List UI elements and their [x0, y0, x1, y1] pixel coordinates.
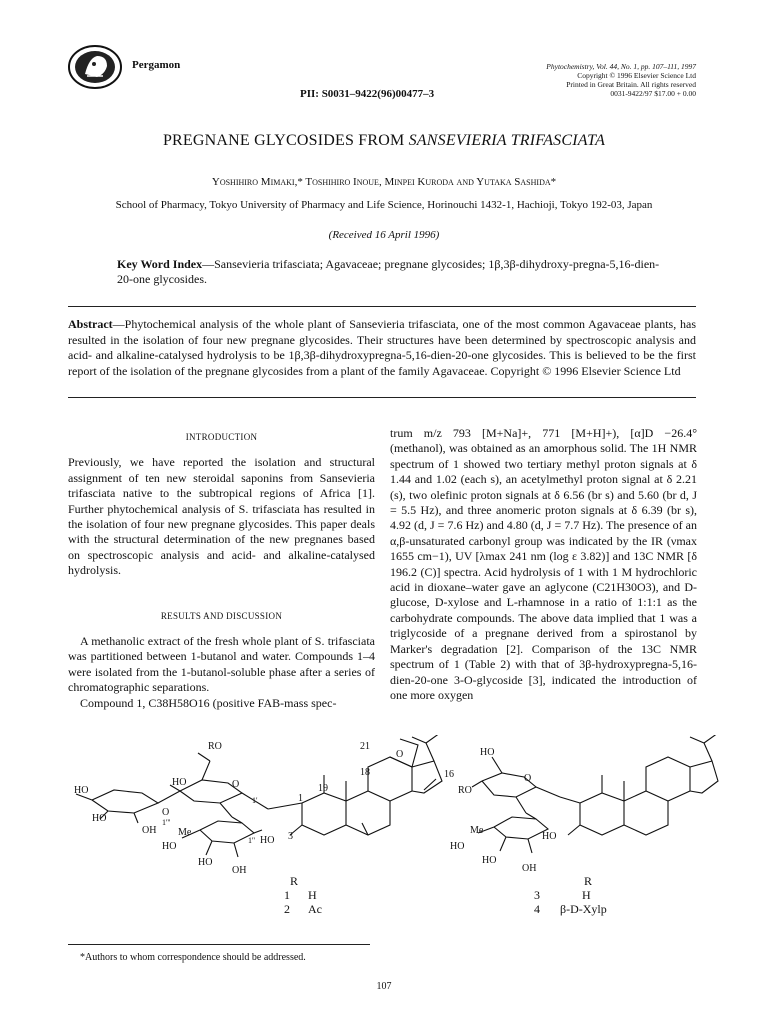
pii-identifier: PII: S0031–9422(96)00477–3 — [300, 88, 435, 100]
label-c16: 16 — [444, 769, 454, 780]
label-ho-9: HO — [482, 855, 497, 866]
correspondence-footnote: *Authors to whom correspondence should be addressed. — [80, 952, 306, 963]
label-c18: 18 — [360, 767, 370, 778]
right-column — [390, 426, 697, 703]
label-ho-8: HO — [450, 841, 465, 852]
label-o-3: O — [524, 773, 532, 784]
left-column — [68, 430, 375, 711]
label-c3: 3 — [288, 831, 293, 842]
label-c21: 21 — [360, 741, 370, 752]
label-ho-3: HO — [172, 777, 187, 788]
keyword-label: Key Word Index — [117, 257, 203, 271]
compound-1-r: H — [308, 888, 317, 902]
introduction-paragraph: Previously, we have reported the isolation and structural assignment of ten new steroidal saponins from Sansevieria trifasciata native to the subtropical regions of Africa [1]. Further phytochemical analysis of S. trifasciata has resulted in the isolation of four new pregnane glycosides. This paper deals with the structural determination of the new pregnanes based on spectroscopic analysis and acid- and alkaline-catalysed hydrolysis. — [68, 455, 375, 578]
label-1ppp: 1''' — [162, 818, 171, 827]
results-paragraph-2: Compound 1, C38H58O16 (positive FAB-mass spec- — [80, 695, 337, 710]
label-ho-4: HO — [162, 841, 177, 852]
results-continuation: trum m/z 793 [M+Na]+, 771 [M+H]+), [α]D −26.4° (methanol), was obtained as an amorphous solid. The 1H NMR spectrum of 1 showed two tertiary methyl proton signals at δ 1.44 and 1.02 (each s), an acetylmethyl proton signal at δ 2.21 (s), two olefinic proton signals at δ 6.56 (br s) and 5.60 (br d, J = 5.5 Hz), and three anomeric proton signals at δ 6.39 (br s), 4.92 (d, J = 7.6 Hz) and 4.80 (d, J = 7.7 Hz). The presence of an α,β-unsaturated carbonyl group was indicated by the IR (νmax 1655 cm−1), UV [λmax 241 nm (log ε 3.82)] and 13C NMR [δ 196.2 (C)] spectra. Acid hydrolysis of 1 with 1 M hydrochloric acid in dioxane–water gave an aglycone (C21H30O3), and D-glucose, D-xylose and L-rhamnose in a ratio of 1:1:1 as the carbohydrate compounds. The above data implied that 1 was a triglycoside of a pregnane derived from a spirostanol by Marker's degradation [2]. Comparison of the 13C NMR spectrum of 1 (Table 2) with that of 3β-hydroxypregna-5,16-dien-20-one 3-O-glycoside [3], indicated the introduction of one more oxygen — [390, 426, 697, 702]
received-date: (Received 16 April 1996) — [328, 229, 440, 241]
compound-table-r-left: R — [290, 874, 299, 888]
title-italic: SANSEVIERIA TRIFASCIATA — [408, 132, 606, 149]
compound-table-r-right: R — [584, 874, 593, 888]
label-ho-1: HO — [74, 785, 89, 796]
keyword-index — [117, 257, 662, 287]
results-heading: RESULTS AND DISCUSSION — [160, 610, 283, 621]
journal-printed: Printed in Great Britain. All rights reserved — [566, 80, 696, 89]
label-o-1: O — [162, 807, 170, 818]
label-ro-1: RO — [208, 741, 222, 752]
label-c1: 1 — [298, 793, 303, 804]
journal-price: 0031-9422/97 $17.00 + 0.00 — [610, 89, 696, 98]
compound-4-r: β-D-Xylp — [560, 902, 607, 916]
compound-3-r: H — [582, 888, 591, 902]
label-1pp: 1'' — [248, 836, 255, 845]
abstract-top-rule — [68, 306, 696, 307]
label-oh-2: OH — [232, 865, 247, 876]
label-c19: 19 — [318, 783, 328, 794]
publisher-name: Pergamon — [132, 59, 181, 71]
label-1p: 1' — [252, 796, 258, 805]
label-ho-2: HO — [92, 813, 107, 824]
abstract — [68, 317, 696, 379]
abstract-bottom-rule — [68, 397, 696, 398]
introduction-heading: INTRODUCTION — [185, 432, 258, 442]
footnote-rule — [68, 944, 370, 945]
page-number: 107 — [376, 981, 392, 992]
results-paragraph-1: A methanolic extract of the fresh whole plant of S. trifasciata was partitioned between 1-butanol and water. Compounds 1–4 were isolated from the 1-butanol-soluble phase after a series of chromatographic separations. — [68, 634, 375, 695]
chemical-structures-figure — [62, 735, 722, 920]
abstract-text: —Phytochemical analysis of the whole plant of Sansevieria trifasciata, one of the most common Agavaceae plants, has resulted in the isolation of four new pregnane glycosides. Their structures have been determined by spectroscopic analysis and acid- and alkaline-catalysed hydrolysis to be 1β,3β-dihydroxypregna-5,16-dien-20-one glycosides. This is believed to be the first report of the isolation of the pregnane glycosides from a plant of the family Agavaceae. Copyright © 1996 Elsevier Science Ltd — [68, 317, 696, 378]
label-ho-6: HO — [260, 835, 275, 846]
label-o-2: O — [232, 779, 240, 790]
compound-3-number: 3 — [534, 888, 540, 902]
affiliation: School of Pharmacy, Tokyo University of Pharmacy and Life Science, Horinouchi 1432-1, Hachioji, Tokyo 192-03, Japan — [115, 199, 653, 211]
label-me-1: Me — [178, 827, 192, 838]
label-ketone-o: O — [396, 749, 404, 760]
author-list: Yoshihiro Mimaki,* Toshihiro Inoue, Minpei Kuroda and Yutaka Sashida* — [211, 176, 557, 188]
journal-info — [546, 62, 696, 98]
journal-copyright: Copyright © 1996 Elsevier Science Ltd — [577, 71, 696, 80]
label-oh-1: OH — [142, 825, 157, 836]
label-oh-3: OH — [522, 863, 537, 874]
compound-4-number: 4 — [534, 902, 540, 916]
label-ro-2: RO — [458, 785, 472, 796]
label-ho-7: HO — [480, 747, 495, 758]
structure-bonds-3-4 — [472, 735, 718, 853]
article-title — [0, 132, 768, 150]
label-ho-5: HO — [198, 857, 213, 868]
abstract-label: Abstract — [68, 317, 113, 331]
elsevier-tree-logo-icon — [67, 44, 123, 90]
compound-1-number: 1 — [284, 888, 290, 902]
title-main: PREGNANE GLYCOSIDES FROM — [162, 132, 409, 149]
compound-2-r: Ac — [308, 902, 322, 916]
compound-2-number: 2 — [284, 902, 290, 916]
label-me-2: Me — [470, 825, 484, 836]
journal-citation: Phytochemistry, Vol. 44, No. 1, pp. 107–111, 1997 — [546, 62, 696, 71]
structure-labels — [74, 741, 607, 916]
structure-bonds-1-2 — [76, 735, 442, 857]
label-ho-10: HO — [542, 831, 557, 842]
keyword-text: —Sansevieria trifasciata; Agavaceae; pregnane glycosides; 1β,3β-dihydroxy-pregna-5,16-dien-20-one glycosides. — [117, 257, 660, 286]
